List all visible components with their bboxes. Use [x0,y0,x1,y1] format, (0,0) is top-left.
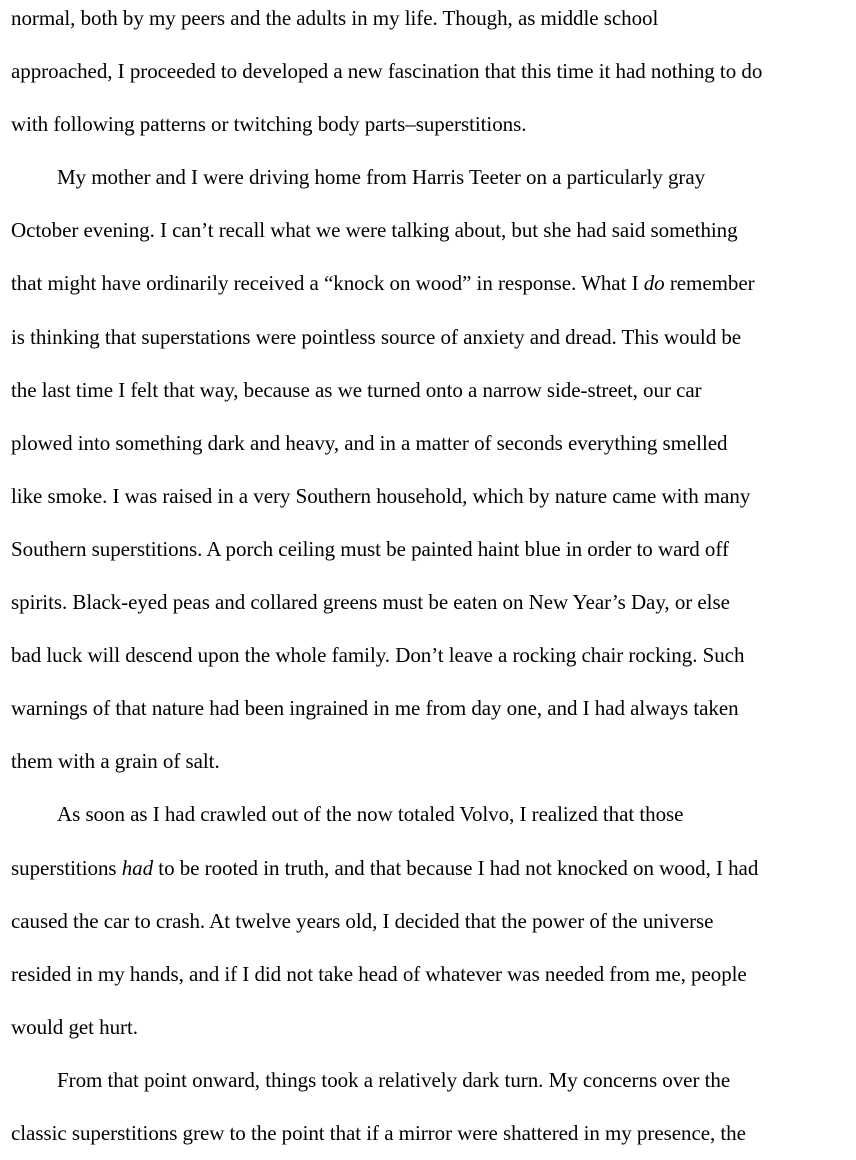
text-line: classic superstitions grew to the point that if a mirror were shattered in my presence, the [11,1120,746,1145]
text-line: the last time I felt that way, because as we turned onto a narrow side-street, our car [11,377,702,402]
emphasized-word: had [121,855,154,880]
text-line: Southern superstitions. A porch ceiling must be painted haint blue in order to ward off [11,536,729,561]
emphasized-word: do [643,271,665,296]
text-line-with-emphasis [11,257,847,310]
document-page [11,0,847,1160]
paragraph-1 [11,0,847,151]
text-line: with following patterns or twitching body parts–superstitions. [11,112,527,137]
text-line-first: As soon as I had crawled out of the now totaled Volvo, I realized that those [57,802,684,827]
text-line: approached, I proceeded to developed a new fascination that this time it had nothing to do [11,59,763,84]
text-line: them with a grain of salt. [11,749,220,774]
text-line: bad luck will descend upon the whole family. Don’t leave a rocking chair rocking. Such [11,643,745,668]
text-line: like smoke. I was raised in a very Southern household, which by nature came with many [11,483,751,508]
text-line: caused the car to crash. At twelve years old, I decided that the power of the universe [11,908,714,933]
text-line: warnings of that nature had been ingrained in me from day one, and I had always taken [11,696,739,721]
text-line: is thinking that superstations were pointless source of anxiety and dread. This would be [11,324,742,349]
paragraph-2 [11,151,847,788]
text-line-first: From that point onward, things took a relatively dark turn. My concerns over the [57,1067,731,1092]
text-line: spirits. Black-eyed peas and collared greens must be eaten on New Year’s Day, or else [11,590,730,615]
text-run: to be rooted in truth, and that because I had not knocked on wood, I had [153,855,759,880]
paragraph-3 [11,788,847,1053]
text-line: normal, both by my peers and the adults in my life. Though, as middle school [11,6,659,30]
text-line: October evening. I can’t recall what we were talking about, but she had said something [11,218,738,243]
text-run: that might have ordinarily received a “knock on wood” in response. What I [11,271,644,296]
text-run: remember [664,271,755,296]
text-line: resided in my hands, and if I did not take head of whatever was needed from me, people [11,961,747,986]
text-line-first: My mother and I were driving home from Harris Teeter on a particularly gray [57,165,706,190]
text-line: plowed into something dark and heavy, and in a matter of seconds everything smelled [11,430,728,455]
text-line-with-emphasis [11,842,847,895]
paragraph-4 [11,1054,847,1160]
text-line: would get hurt. [11,1014,138,1039]
text-run: superstitions [11,855,122,880]
